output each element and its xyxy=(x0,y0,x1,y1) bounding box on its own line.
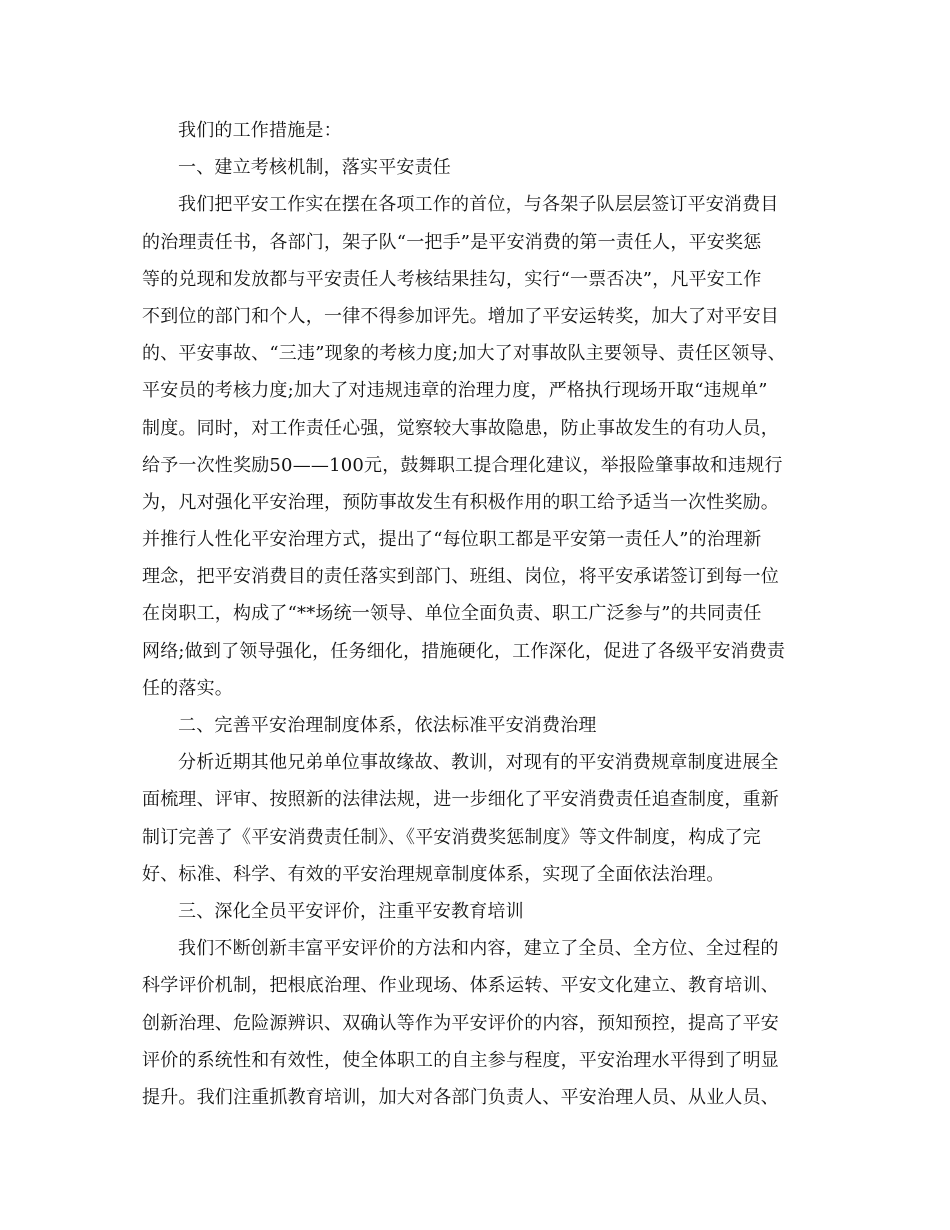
text-line: 理念，把平安消费目的责任落实到部门、班组、岗位，将平安承诺签订到每一位 xyxy=(142,566,779,588)
text-line: 分析近期其他兄弟单位事故缘故、教训，对现有的平安消费规章制度进展全 xyxy=(178,752,779,774)
text-line: 科学评价机制，把根底治理、作业现场、体系运转、平安文化建立、教育培训、 xyxy=(142,975,779,997)
text-line: 为，凡对强化平安治理，预防事故发生有积极作用的职工给予适当一次性奖励。 xyxy=(142,491,779,513)
text-line: 三、深化全员平安评价，注重平安教育培训 xyxy=(178,900,524,922)
text-line: 制订完善了《平安消费责任制》、《平安消费奖惩制度》等文件制度，构成了完 xyxy=(142,826,761,848)
text-line: 并推行人性化平安治理方式，提出了“每位职工都是平安第一责任人”的治理新 xyxy=(142,529,762,551)
text-line: 任的落实。 xyxy=(142,677,233,699)
text-line: 一、建立考核机制，落实平安责任 xyxy=(178,157,451,179)
text-line: 我们的工作措施是： xyxy=(178,120,342,141)
document-body xyxy=(142,112,822,1116)
text-line: 等的兑现和发放都与平安责任人考核结果挂勾，实行“一票否决”，凡平安工作 xyxy=(142,268,762,290)
text-line: 网络;做到了领导强化，任务细化，措施硬化，工作深化，促进了各级平安消费责 xyxy=(142,640,786,662)
text-line: 平安员的考核力度;加大了对违规违章的治理力度，严格执行现场开取“违规单” xyxy=(142,380,768,402)
text-line: 制度。同时，对工作责任心强，觉察较大事故隐患，防止事故发生的有功人员， xyxy=(142,417,779,439)
text-line: 不到位的部门和个人，一律不得参加评先。增加了平安运转奖，加大了对平安目 xyxy=(142,305,779,327)
text-line: 提升。我们注重抓教育培训，加大对各部门负责人、平安治理人员、从业人员、 xyxy=(142,1086,779,1108)
text-line: 在岗职工，构成了“**场统一领导、单位全面负责、职工广泛参与”的共同责任 xyxy=(142,603,762,625)
text-line: 二、完善平安治理制度体系，依法标准平安消费治理 xyxy=(178,715,597,736)
text-line: 面梳理、评审、按照新的法律法规，进一步细化了平安消费责任追查制度，重新 xyxy=(142,789,779,811)
text-line: 我们不断创新丰富平安评价的方法和内容，建立了全员、全方位、全过程的 xyxy=(178,938,779,960)
text-line: 给予一次性奖励50——100元，鼓舞职工提合理化建议，举报险肇事故和违规行 xyxy=(142,454,783,476)
text-line: 的、平安事故、“三违”现象的考核力度;加大了对事故队主要领导、责任区领导、 xyxy=(142,343,786,365)
text-line: 好、标准、科学、有效的平安治理规章制度体系，实现了全面依法治理。 xyxy=(142,863,725,885)
text-line: 我们把平安工作实在摆在各项工作的首位，与各架子队层层签订平安消费目 xyxy=(178,194,779,216)
text-line: 评价的系统性和有效性，使全体职工的自主参与程度，平安治理水平得到了明显 xyxy=(142,1049,779,1071)
text-line: 创新治理、危险源辨识、双确认等作为平安评价的内容，预知预控，提高了平安 xyxy=(142,1012,779,1034)
text-line: 的治理责任书，各部门，架子队“一把手”是平安消费的第一责任人，平安奖惩 xyxy=(142,231,762,253)
